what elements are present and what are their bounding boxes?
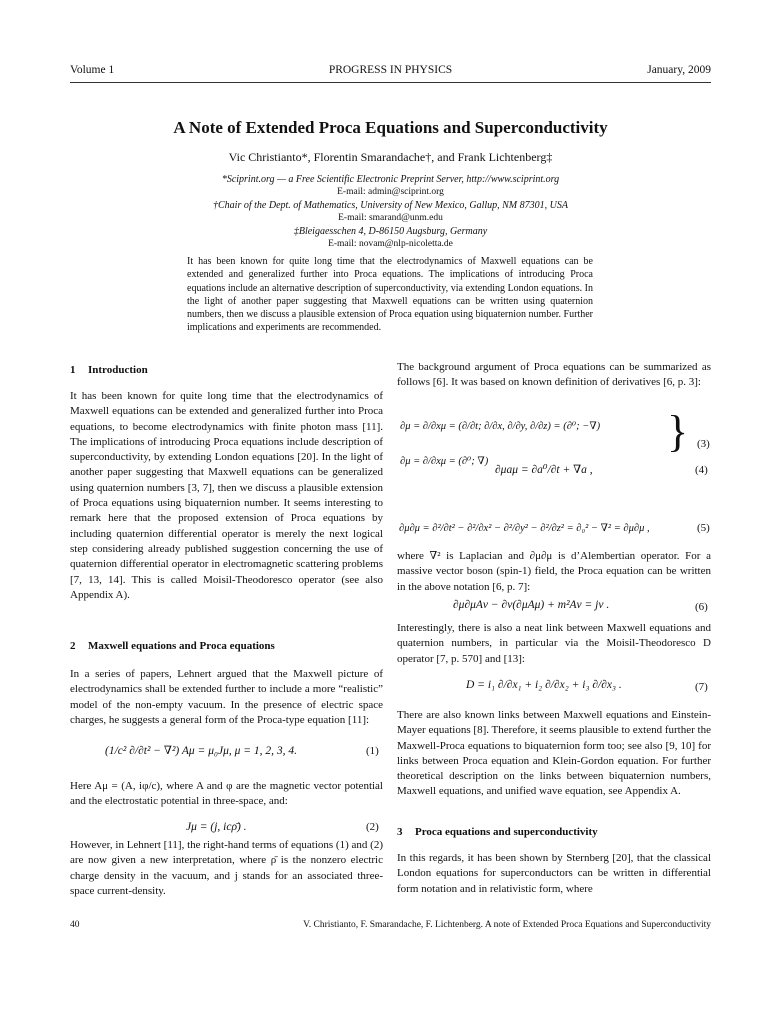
introduction-paragraph: It has been known for quite long time that the electrodynamics of Maxwell equations can be extended and generalized further into Proca equations, to become electrodynamics with finite photon mass [11]. The implications of introducing Proca equations include description of superconductivity, by extending London equations [20]. In the light of another paper suggesting that Maxwell equations can be generalized using quaternion numbers [3, 7], then we discuss a plausible extension of Proca equations using biquaternion number. It seems interesting to remark here that the proposed extension of Proca equations by including quaternion differential operator is merely the next logical step considering already published suggestion concerning the use of quaternion differential operator in electromagnetic scattering problems [7, 13, 14]. This is called Moisil-Theodoresco operator (see also Appendix A). (70, 390, 383, 601)
equation-1-number: (1) (366, 745, 379, 757)
affiliation-3: ‡Bleigaesschen 4, D-86150 Augsburg, Germany (293, 226, 488, 237)
equation-brace: } (667, 407, 689, 456)
section-title: Introduction (88, 364, 148, 376)
equation-3-number: (3) (697, 438, 710, 450)
section-number: 2 (70, 640, 76, 652)
section-heading-introduction (70, 364, 148, 376)
laplacian-paragraph: where ∇² is Laplacian and ∂μ∂μ is d’Alembertian operator. For a massive vector boson (spin-1) field, the Proca equation can be written in the above notation [6, p. 7]: (397, 550, 711, 593)
author-list: Vic Christianto*, Florentin Smarandache†, and Frank Lichtenberg‡ (228, 150, 553, 164)
running-header (70, 64, 711, 80)
abstract: It has been known for quite long time that the electrodynamics of Maxwell equations can be extended and generalized further into Proca equations. The implications of introducing Proca equations include an alternative description of superconductivity, via extending London equations. In the light of another paper suggesting that Maxwell equations can be written using quaternion numbers, then we discuss a plausible extension of Proca equation using biquaternion number. Further implications and experiments are recommended. (187, 256, 593, 334)
lehnert-paragraph: In a series of papers, Lehnert argued that the Maxwell picture of electrodynamics shall be extended further to include a more “realistic” model of the non-empty vacuum. In the presence of electric space charges, he suggests a general form of the Proca-type equation [11]: (70, 668, 383, 726)
footer-citation: V. Christianto, F. Smarandache, F. Lichtenberg. A note of Extended Proca Equations and Superconductivity (303, 920, 711, 930)
section-heading-superconductivity (397, 826, 598, 838)
equation-5-number: (5) (697, 522, 710, 534)
paper-title: A Note of Extended Proca Equations and Superconductivity (173, 118, 608, 137)
equation-2-number: (2) (366, 821, 379, 833)
section-heading-maxwell-proca (70, 640, 275, 652)
equation-2: Jμ = (j, icρ̄) . (186, 821, 247, 833)
section-number: 3 (397, 826, 403, 838)
equation-4: ∂μaμ = ∂a⁰/∂t + ∇a , (495, 464, 593, 476)
equation-6: ∂μ∂μAν − ∂ν(∂μAμ) + m²Aν = jν . (453, 599, 610, 611)
equation-3a: ∂μ = ∂/∂xμ = (∂/∂t; ∂/∂x, ∂/∂y, ∂/∂z) = (∂⁰; −∇) (400, 421, 601, 432)
equation-7: D = i₁ ∂/∂x₁ + i₂ ∂/∂x₂ + i₃ ∂/∂x₃ . (466, 679, 622, 691)
background-paragraph: The background argument of Proca equations can be summarized as follows [6]. It was based on known definition of derivatives [6, p. 3]: (397, 361, 711, 389)
affiliation-2: †Chair of the Dept. of Mathematics, University of New Mexico, Gallup, NM 87301, USA (213, 200, 568, 211)
issue-date: January, 2009 (647, 64, 711, 76)
equation-6-number: (6) (695, 601, 708, 613)
page-number: 40 (70, 920, 80, 930)
section-title: Proca equations and superconductivity (415, 826, 598, 838)
equation-5: ∂μ∂μ = ∂²/∂t² − ∂²/∂x² − ∂²/∂y² − ∂²/∂z² = ∂₀² − ∇² = ∂μ∂μ , (399, 523, 650, 534)
equation-7-number: (7) (695, 681, 708, 693)
sternberg-paragraph: In this regards, it has been shown by Sternberg [20], that the classical London equations for superconductors can be written in differential form notation and in relativistic form, where (397, 852, 711, 895)
header-rule (70, 82, 711, 83)
email-2: E-mail: smarand@unm.edu (338, 213, 443, 223)
section-number: 1 (70, 364, 76, 376)
email-1: E-mail: admin@sciprint.org (337, 187, 444, 197)
volume-label: Volume 1 (70, 64, 115, 76)
section-title: Maxwell equations and Proca equations (88, 640, 275, 652)
email-3: E-mail: novam@nlp-nicoletta.de (328, 239, 453, 249)
equation-1: (1/c² ∂/∂t² − ∇²) Aμ = μ₀Jμ, μ = 1, 2, 3, 4. (105, 745, 298, 757)
potential-paragraph: Here Aμ = (A, iφ/c), where A and φ are the magnetic vector potential and the electrostatic potential in three-space, and: (70, 780, 383, 808)
equation-3b: ∂μ = ∂/∂xμ = (∂⁰; ∇) (400, 456, 489, 467)
journal-name: PROGRESS IN PHYSICS (328, 64, 453, 76)
einstein-mayer-paragraph: There are also known links between Maxwell equations and Einstein-Mayer equations [8]. Therefore, it seems plausible to extend further the Maxwell-Proca equations to biquaternion form too; see also [9, 10] for links between Proca equation and Klein-Gordon equation. For further theoretical description on the links between biquaternion numbers, Maxwell equations, and unified wave equation, see Appendix A. (397, 709, 711, 798)
equation-4-number: (4) (695, 464, 708, 476)
affiliation-1: *Sciprint.org — a Free Scientific Electronic Preprint Server, http://www.sciprint.org (221, 174, 560, 185)
interpretation-paragraph: However, in Lehnert [11], the right-hand terms of equations (1) and (2) are now given a new interpretation, where ρ̄ is the nonzero electric charge density in the vacuum, and j stands for an associated three-space current-density. (70, 839, 383, 897)
moisil-paragraph: Interestingly, there is also a neat link between Maxwell equations and quaternion numbers, in particular via the Moisil-Theodoresco D operator [7, p. 570] and [13]: (397, 622, 711, 665)
